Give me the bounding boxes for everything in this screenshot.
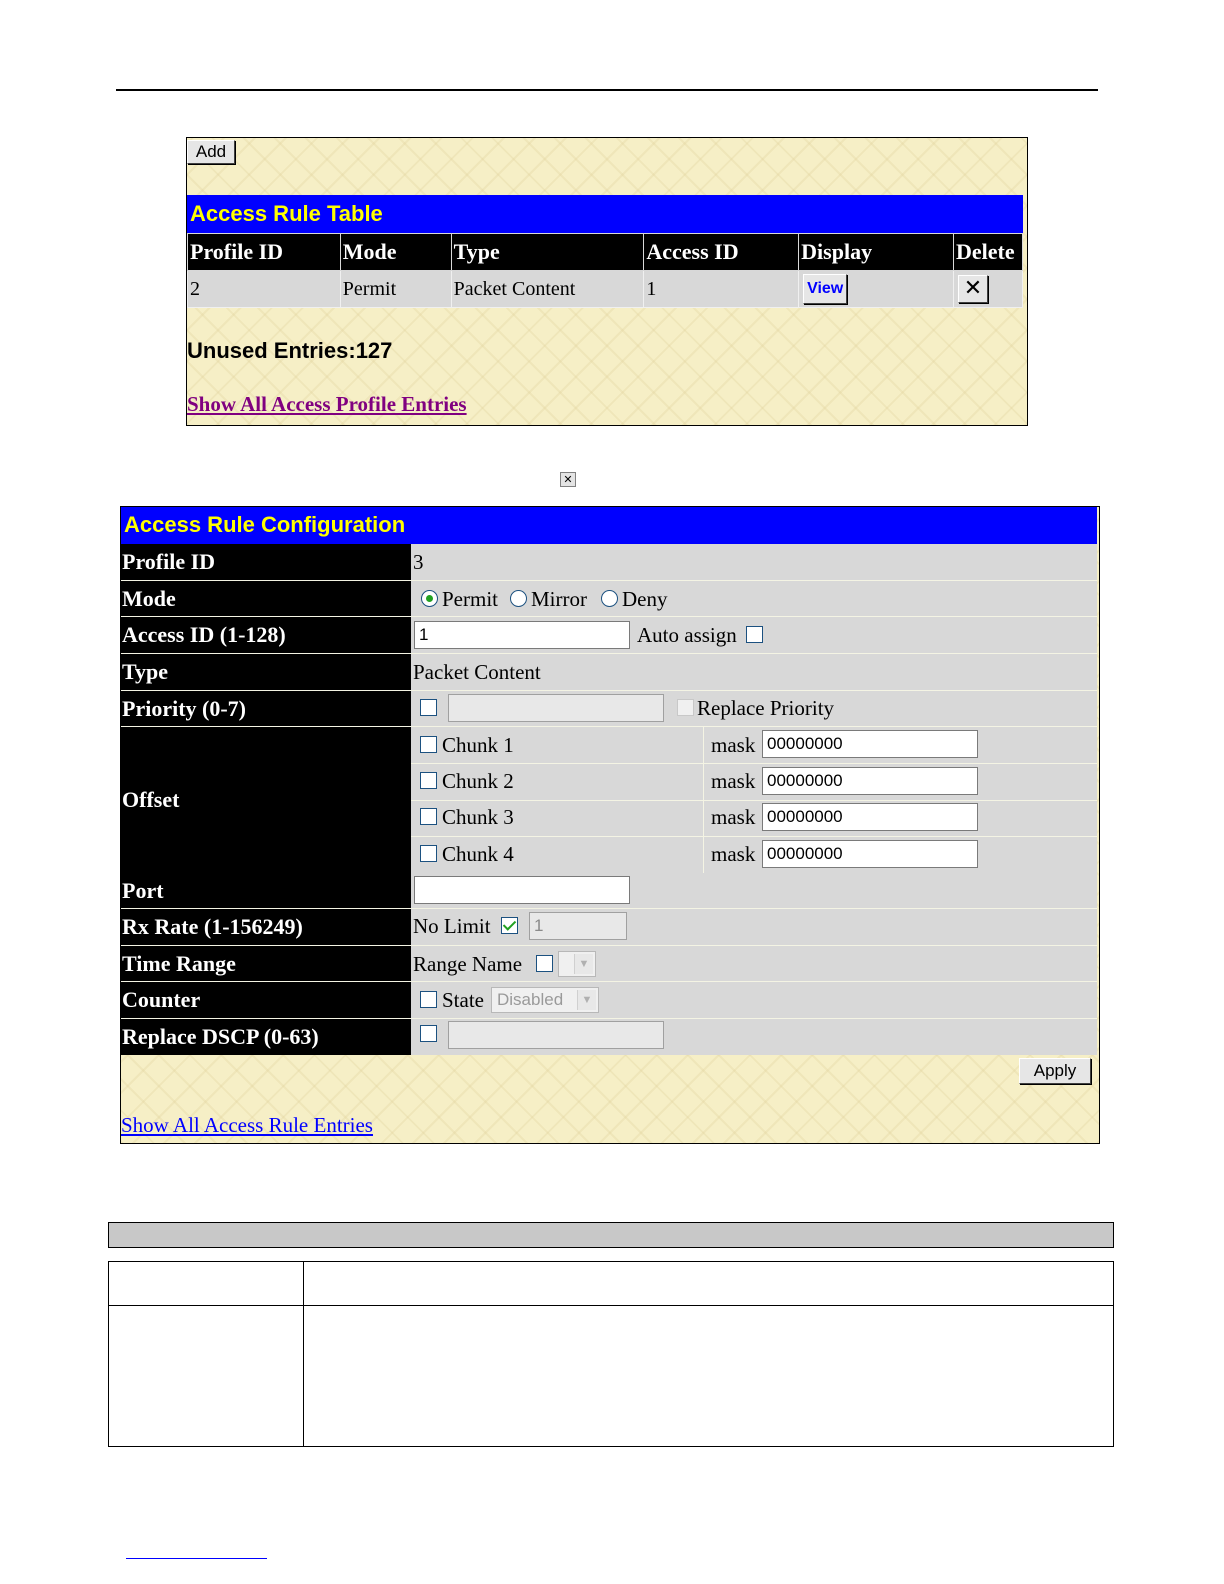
doc-table-header-bar — [108, 1222, 1114, 1248]
chunk-2-label: Chunk 2 — [442, 769, 514, 793]
replace-dscp-label: Replace DSCP (0-63) — [121, 1019, 411, 1055]
port-label: Port — [121, 873, 411, 908]
row-rx-rate — [121, 909, 1097, 946]
cell-display — [799, 271, 954, 308]
close-x-icon: ✕ — [963, 276, 983, 301]
doc-table-row-2-right — [303, 1305, 1114, 1447]
rule-config-title: Access Rule Configuration — [121, 507, 1097, 544]
replace-dscp-checkbox[interactable] — [420, 1025, 437, 1042]
row-type — [121, 654, 1097, 691]
access-id-label: Access ID (1-128) — [121, 617, 411, 653]
state-select-value: Disabled — [497, 990, 564, 1009]
rule-table-title: Access Rule Table — [187, 195, 1023, 233]
cell-delete — [953, 271, 1022, 308]
col-delete: Delete — [953, 234, 1022, 271]
range-name-label: Range Name — [413, 952, 523, 976]
header-rule — [116, 89, 1098, 91]
priority-label: Priority (0-7) — [121, 691, 411, 726]
rule-table — [187, 233, 1023, 308]
mode-deny-radio[interactable] — [601, 590, 618, 607]
chevron-down-icon: ▼ — [574, 954, 593, 974]
add-button[interactable]: Add — [187, 140, 235, 164]
mode-deny-label: Deny — [622, 587, 668, 611]
mode-label: Mode — [121, 581, 411, 616]
row-counter — [121, 982, 1097, 1019]
offset-chunk-1 — [411, 727, 1097, 764]
time-range-label: Time Range — [121, 946, 411, 981]
chunk-4-label: Chunk 4 — [442, 842, 514, 866]
show-all-rule-entries-link[interactable]: Show All Access Rule Entries — [121, 1113, 373, 1137]
offset-chunk-3 — [411, 800, 1097, 837]
no-limit-label: No Limit — [413, 914, 491, 938]
chunk-3-mask-input[interactable]: 00000000 — [762, 803, 978, 831]
col-mode: Mode — [340, 234, 451, 271]
offset-label: Offset — [121, 727, 411, 873]
chunk-2-mask-input[interactable]: 00000000 — [762, 767, 978, 795]
row-profile-id — [121, 544, 1097, 581]
row-port — [121, 873, 1097, 909]
row-replace-dscp — [121, 1019, 1097, 1055]
chunk-4-mask-label: mask — [711, 842, 756, 866]
offset-chunk-2 — [411, 764, 1097, 801]
mode-mirror-radio[interactable] — [510, 590, 527, 607]
doc-table-row-1-right — [303, 1261, 1114, 1306]
chunk-1-mask-label: mask — [711, 733, 756, 757]
profile-id-value: 3 — [413, 549, 424, 574]
view-button[interactable]: View — [803, 274, 847, 304]
mode-permit-radio[interactable] — [421, 590, 438, 607]
rule-table-panel — [186, 137, 1028, 426]
no-limit-checkbox[interactable] — [501, 917, 518, 934]
chunk-2-mask-label: mask — [711, 769, 756, 793]
rx-rate-label: Rx Rate (1-156249) — [121, 909, 411, 945]
access-id-input[interactable]: 1 — [414, 621, 630, 649]
cell-access-id: 1 — [644, 271, 799, 308]
chunk-4-mask-input[interactable]: 00000000 — [762, 840, 978, 868]
chunk-3-checkbox[interactable] — [420, 808, 437, 825]
delete-icon-reference: ✕ — [560, 472, 576, 487]
doc-table-row-1-left — [108, 1261, 304, 1306]
replace-dscp-input[interactable] — [448, 1021, 664, 1049]
type-label: Type — [121, 654, 411, 690]
offset-chunk-4 — [411, 837, 1097, 874]
col-display: Display — [799, 234, 954, 271]
profile-id-label: Profile ID — [121, 544, 411, 580]
table-row — [188, 271, 1023, 308]
chunk-1-mask-input[interactable]: 00000000 — [762, 730, 978, 758]
rule-config-panel — [120, 506, 1100, 1144]
row-priority — [121, 691, 1097, 727]
row-offset — [121, 727, 1097, 873]
col-type: Type — [451, 234, 644, 271]
col-access-id: Access ID — [644, 234, 799, 271]
delete-button[interactable] — [958, 275, 988, 303]
chunk-4-checkbox[interactable] — [420, 845, 437, 862]
type-value: Packet Content — [413, 659, 541, 684]
auto-assign-label: Auto assign — [637, 623, 737, 647]
footer-rule — [126, 1558, 267, 1559]
range-name-checkbox[interactable] — [536, 955, 553, 972]
cell-mode: Permit — [340, 271, 451, 308]
counter-label: Counter — [121, 982, 411, 1018]
state-label: State — [442, 988, 484, 1012]
replace-priority-label: Replace Priority — [697, 696, 835, 720]
col-profile-id: Profile ID — [188, 234, 341, 271]
chunk-1-label: Chunk 1 — [442, 733, 514, 757]
cell-type: Packet Content — [451, 271, 644, 308]
auto-assign-checkbox[interactable] — [746, 626, 763, 643]
counter-checkbox[interactable] — [420, 991, 437, 1008]
rx-rate-input[interactable]: 1 — [529, 912, 627, 940]
priority-input[interactable] — [448, 694, 664, 722]
doc-table-row-2-left — [108, 1305, 304, 1447]
unused-entries: Unused Entries:127 — [187, 338, 393, 363]
state-select[interactable] — [491, 987, 599, 1013]
row-time-range — [121, 946, 1097, 982]
range-name-select[interactable] — [558, 951, 596, 977]
rule-table-header — [188, 234, 1023, 271]
chunk-2-checkbox[interactable] — [420, 772, 437, 789]
mode-mirror-label: Mirror — [531, 587, 587, 611]
show-all-profile-entries-link[interactable]: Show All Access Profile Entries — [187, 392, 467, 416]
chunk-3-mask-label: mask — [711, 805, 756, 829]
port-input[interactable] — [414, 876, 630, 904]
replace-priority-checkbox[interactable] — [677, 699, 694, 716]
mode-permit-label: Permit — [442, 587, 498, 611]
chunk-3-label: Chunk 3 — [442, 805, 514, 829]
chunk-1-checkbox[interactable] — [420, 736, 437, 753]
row-mode — [121, 581, 1097, 617]
row-access-id — [121, 617, 1097, 654]
cell-profile-id: 2 — [188, 271, 341, 308]
chevron-down-icon: ▼ — [577, 990, 596, 1010]
apply-button[interactable]: Apply — [1019, 1058, 1091, 1084]
priority-checkbox[interactable] — [420, 699, 437, 716]
